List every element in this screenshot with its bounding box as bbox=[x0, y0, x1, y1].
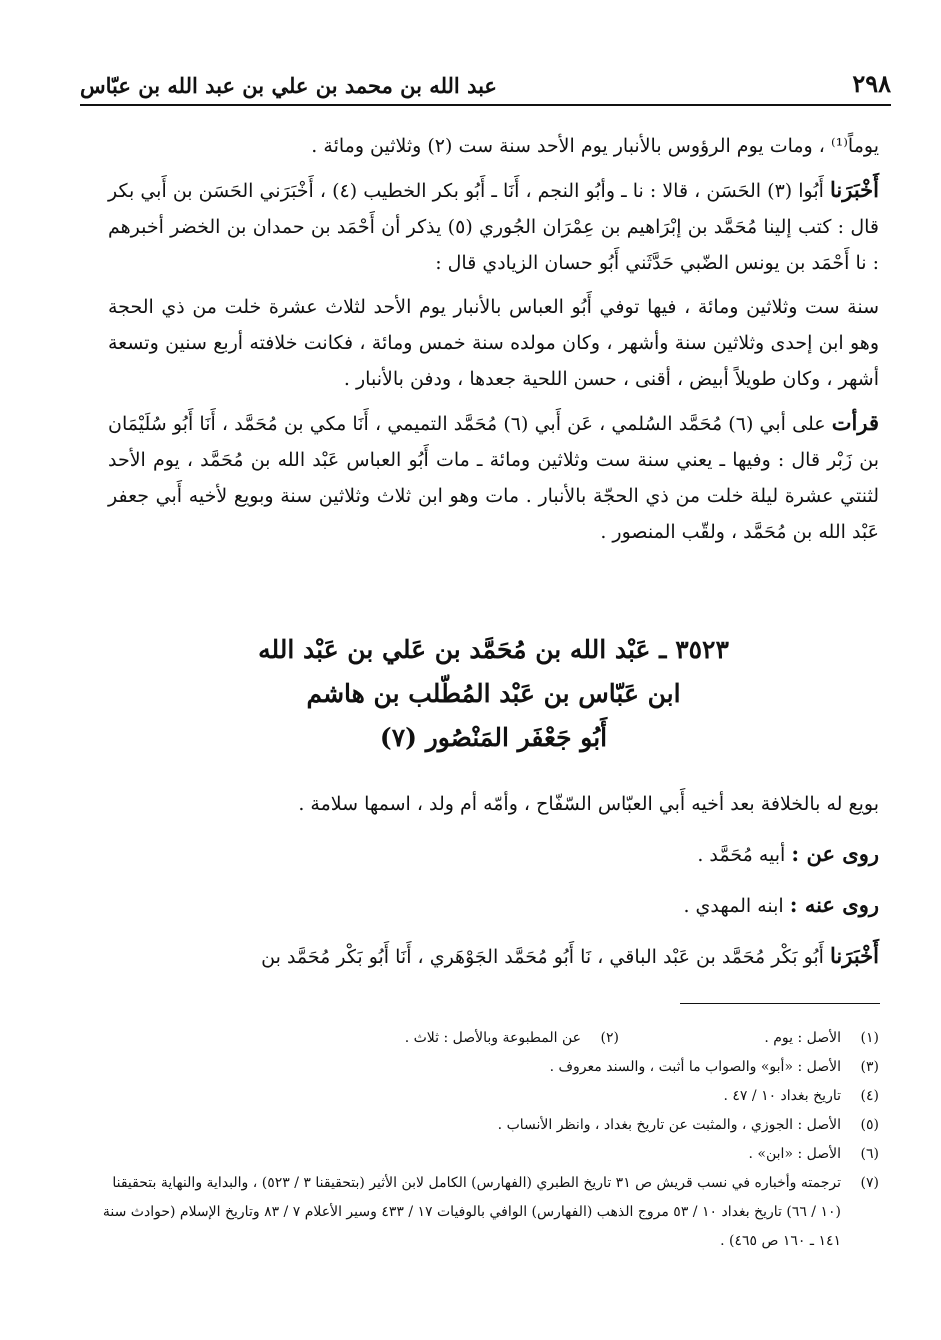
entry-heading-line-1: ٣٥٢٣ ـ عَبْد الله بن مُحَمَّد بن عَلي بن عَبْد الله bbox=[258, 635, 729, 664]
paragraph-2 bbox=[108, 172, 879, 281]
bio-paragraph-4 bbox=[108, 938, 879, 975]
bio-paragraph-4-text: أَبُو بَكْر مُحَمَّد بن عَبْد الباقي ، نَا أَبُو مُحَمَّد الجَوْهَري ، أَنَا أَبُو بَكْر مُحَمَّد بن bbox=[261, 946, 824, 968]
footnote-rule bbox=[680, 1003, 880, 1004]
paragraph-2-lead: أَخْبَرَنا bbox=[830, 177, 879, 202]
entry-heading-line-3: أَبُو جَعْفَر المَنْصُور (٧) bbox=[379, 723, 608, 752]
page-number: ٢٩٨ bbox=[852, 69, 891, 98]
paragraph-4-lead: قرأت bbox=[831, 410, 880, 435]
footnote-4 bbox=[90, 1082, 879, 1111]
bio-paragraph-3 bbox=[108, 887, 879, 924]
footnote-text: الأصل : «أبو» والصواب ما أثبت ، والسند معروف . bbox=[549, 1059, 841, 1075]
footnote-number: (٦) bbox=[860, 1146, 879, 1162]
footnote-text: الأصل : «ابن» . bbox=[748, 1146, 841, 1162]
main-text bbox=[108, 128, 879, 558]
bio-paragraph-3-lead: روى عنه : bbox=[789, 892, 879, 917]
footnote-6 bbox=[90, 1140, 879, 1169]
footnote-text: عن المطبوعة وبالأصل : ثلاث . bbox=[404, 1030, 581, 1046]
footnote-1 bbox=[619, 1024, 879, 1053]
footnote-number: (٥) bbox=[860, 1117, 879, 1133]
entry-heading-line-2: ابن عَبّاس بن عَبْد المُطّلب بن هاشم bbox=[306, 679, 681, 708]
bio-paragraph-3-text: ابنه المهدي . bbox=[683, 895, 784, 917]
page-header bbox=[80, 52, 891, 104]
footnote-text: ترجمته وأخباره في نسب قريش ص ٣١ تاريخ الطبري (الفهارس) الكامل لابن الأثير (بتحقيقنا ٣ / ٥٢٣) ، والبداية والنهاية بتحقيقنا (١٠ / ٦٦) تاريخ بغداد ١٠ / ٥٣ مروج الذهب (الفهارس) الوافي بالوفيات ١٧ / ٤٣٣ وسير الأعلام ٧ / ٨٣ وتاريخ الإسلام (حوادث سنة ١٤١ ـ ١٦٠ ص ٤٦٥) . bbox=[102, 1175, 841, 1249]
bio-paragraph-1: بويع له بالخلافة بعد أخيه أَبي العبّاس السّفّاح ، وأمّه أم ولد ، اسمها سلامة . bbox=[298, 793, 879, 815]
entry-body bbox=[108, 786, 879, 989]
footnote-5 bbox=[90, 1111, 879, 1140]
footnote-text: الأصل : الجوزي ، والمثبت عن تاريخ بغداد ، وانظر الأنساب . bbox=[497, 1117, 841, 1133]
bio-paragraph-4-lead: أَخْبَرَنا bbox=[830, 943, 879, 968]
paragraph-2-text: أَبُوا (٣) الحَسَن ، قالا : نا ـ وأبُو النجم ، أَنَا ـ أَبُو بكر الخطيب (٤) ، أَخْبَرَني الحَسَن بن أَبي بكر قال : كتب إلينا مُحَمَّد بن إبْرَاهيم بن عِمْرَان الجُوري (٥) يذكر أن أَحْمَد بن حمدان بن الخضر أخبرهم : نا أَحْمَد بن يونس الضّبي حَدَّثَني أَبُو حسان الزيادي قال : bbox=[108, 180, 879, 274]
footnote-7 bbox=[90, 1169, 879, 1256]
bio-paragraph-2-lead: روى عن : bbox=[791, 841, 879, 866]
footnote-number: (٧) bbox=[860, 1175, 879, 1191]
footnote-number: (٢) bbox=[600, 1030, 619, 1046]
header-rule bbox=[80, 104, 891, 106]
footnote-2 bbox=[90, 1024, 619, 1053]
paragraph-4-text: على أبي (٦) مُحَمَّد السُلمي ، عَن أَبي (٦) مُحَمَّد التميمي ، أَنَا مكي بن مُحَمَّد ، أَنَا أَبُو سُلَيْمَان بن زَبْر قال : وفيها ـ يعني سنة ست وثلاثين ومائة ـ مات أَبُو العباس عَبْد الله بن مُحَمَّد ، يوم الأحد لثنتي عشرة ليلة خلت من ذي الحجّة بالأنبار . مات وهو ابن ثلاث وثلاثين سنة وبويع لأخيه أَبي جعفر عَبْد الله بن مُحَمَّد ، ولقّب المنصور . bbox=[108, 413, 879, 543]
footnote-row bbox=[90, 1024, 879, 1053]
paragraph-4 bbox=[108, 405, 879, 550]
paragraph-3: سنة ست وثلاثين ومائة ، فيها توفي أَبُو العباس بالأنبار يوم الأحد لثلاث عشرة خلت من ذي الحجة وهو ابن إحدى وثلاثين سنة وأشهر ، وكان مولده سنة خمس ومائة ، فكانت خلافته أربع سنين وتسعة أشهر ، وكان طويلاً أبيض ، أقنى ، حسن اللحية جعدها ، ودفن بالأنبار . bbox=[108, 296, 880, 390]
bio-paragraph-2 bbox=[108, 836, 879, 873]
entry-heading bbox=[108, 628, 879, 760]
footnote-3 bbox=[90, 1053, 879, 1082]
footnote-number: (١) bbox=[860, 1030, 879, 1046]
footnotes bbox=[90, 1024, 879, 1256]
footnote-text: الأصل : يوم . bbox=[764, 1030, 841, 1046]
footnote-number: (٣) bbox=[860, 1059, 879, 1075]
running-title: عبد الله بن محمد بن علي بن عبد الله بن عبّاس bbox=[80, 73, 497, 98]
footnote-text: تاريخ بغداد ١٠ / ٤٧ . bbox=[723, 1088, 841, 1104]
footnote-number: (٤) bbox=[860, 1088, 879, 1104]
paragraph-1: يوماً⁽¹⁾ ، ومات يوم الرؤوس بالأنبار يوم الأحد سنة ست (٢) وثلاثين ومائة . bbox=[311, 135, 879, 157]
bio-paragraph-2-text: أبيه مُحَمَّد . bbox=[697, 844, 786, 866]
